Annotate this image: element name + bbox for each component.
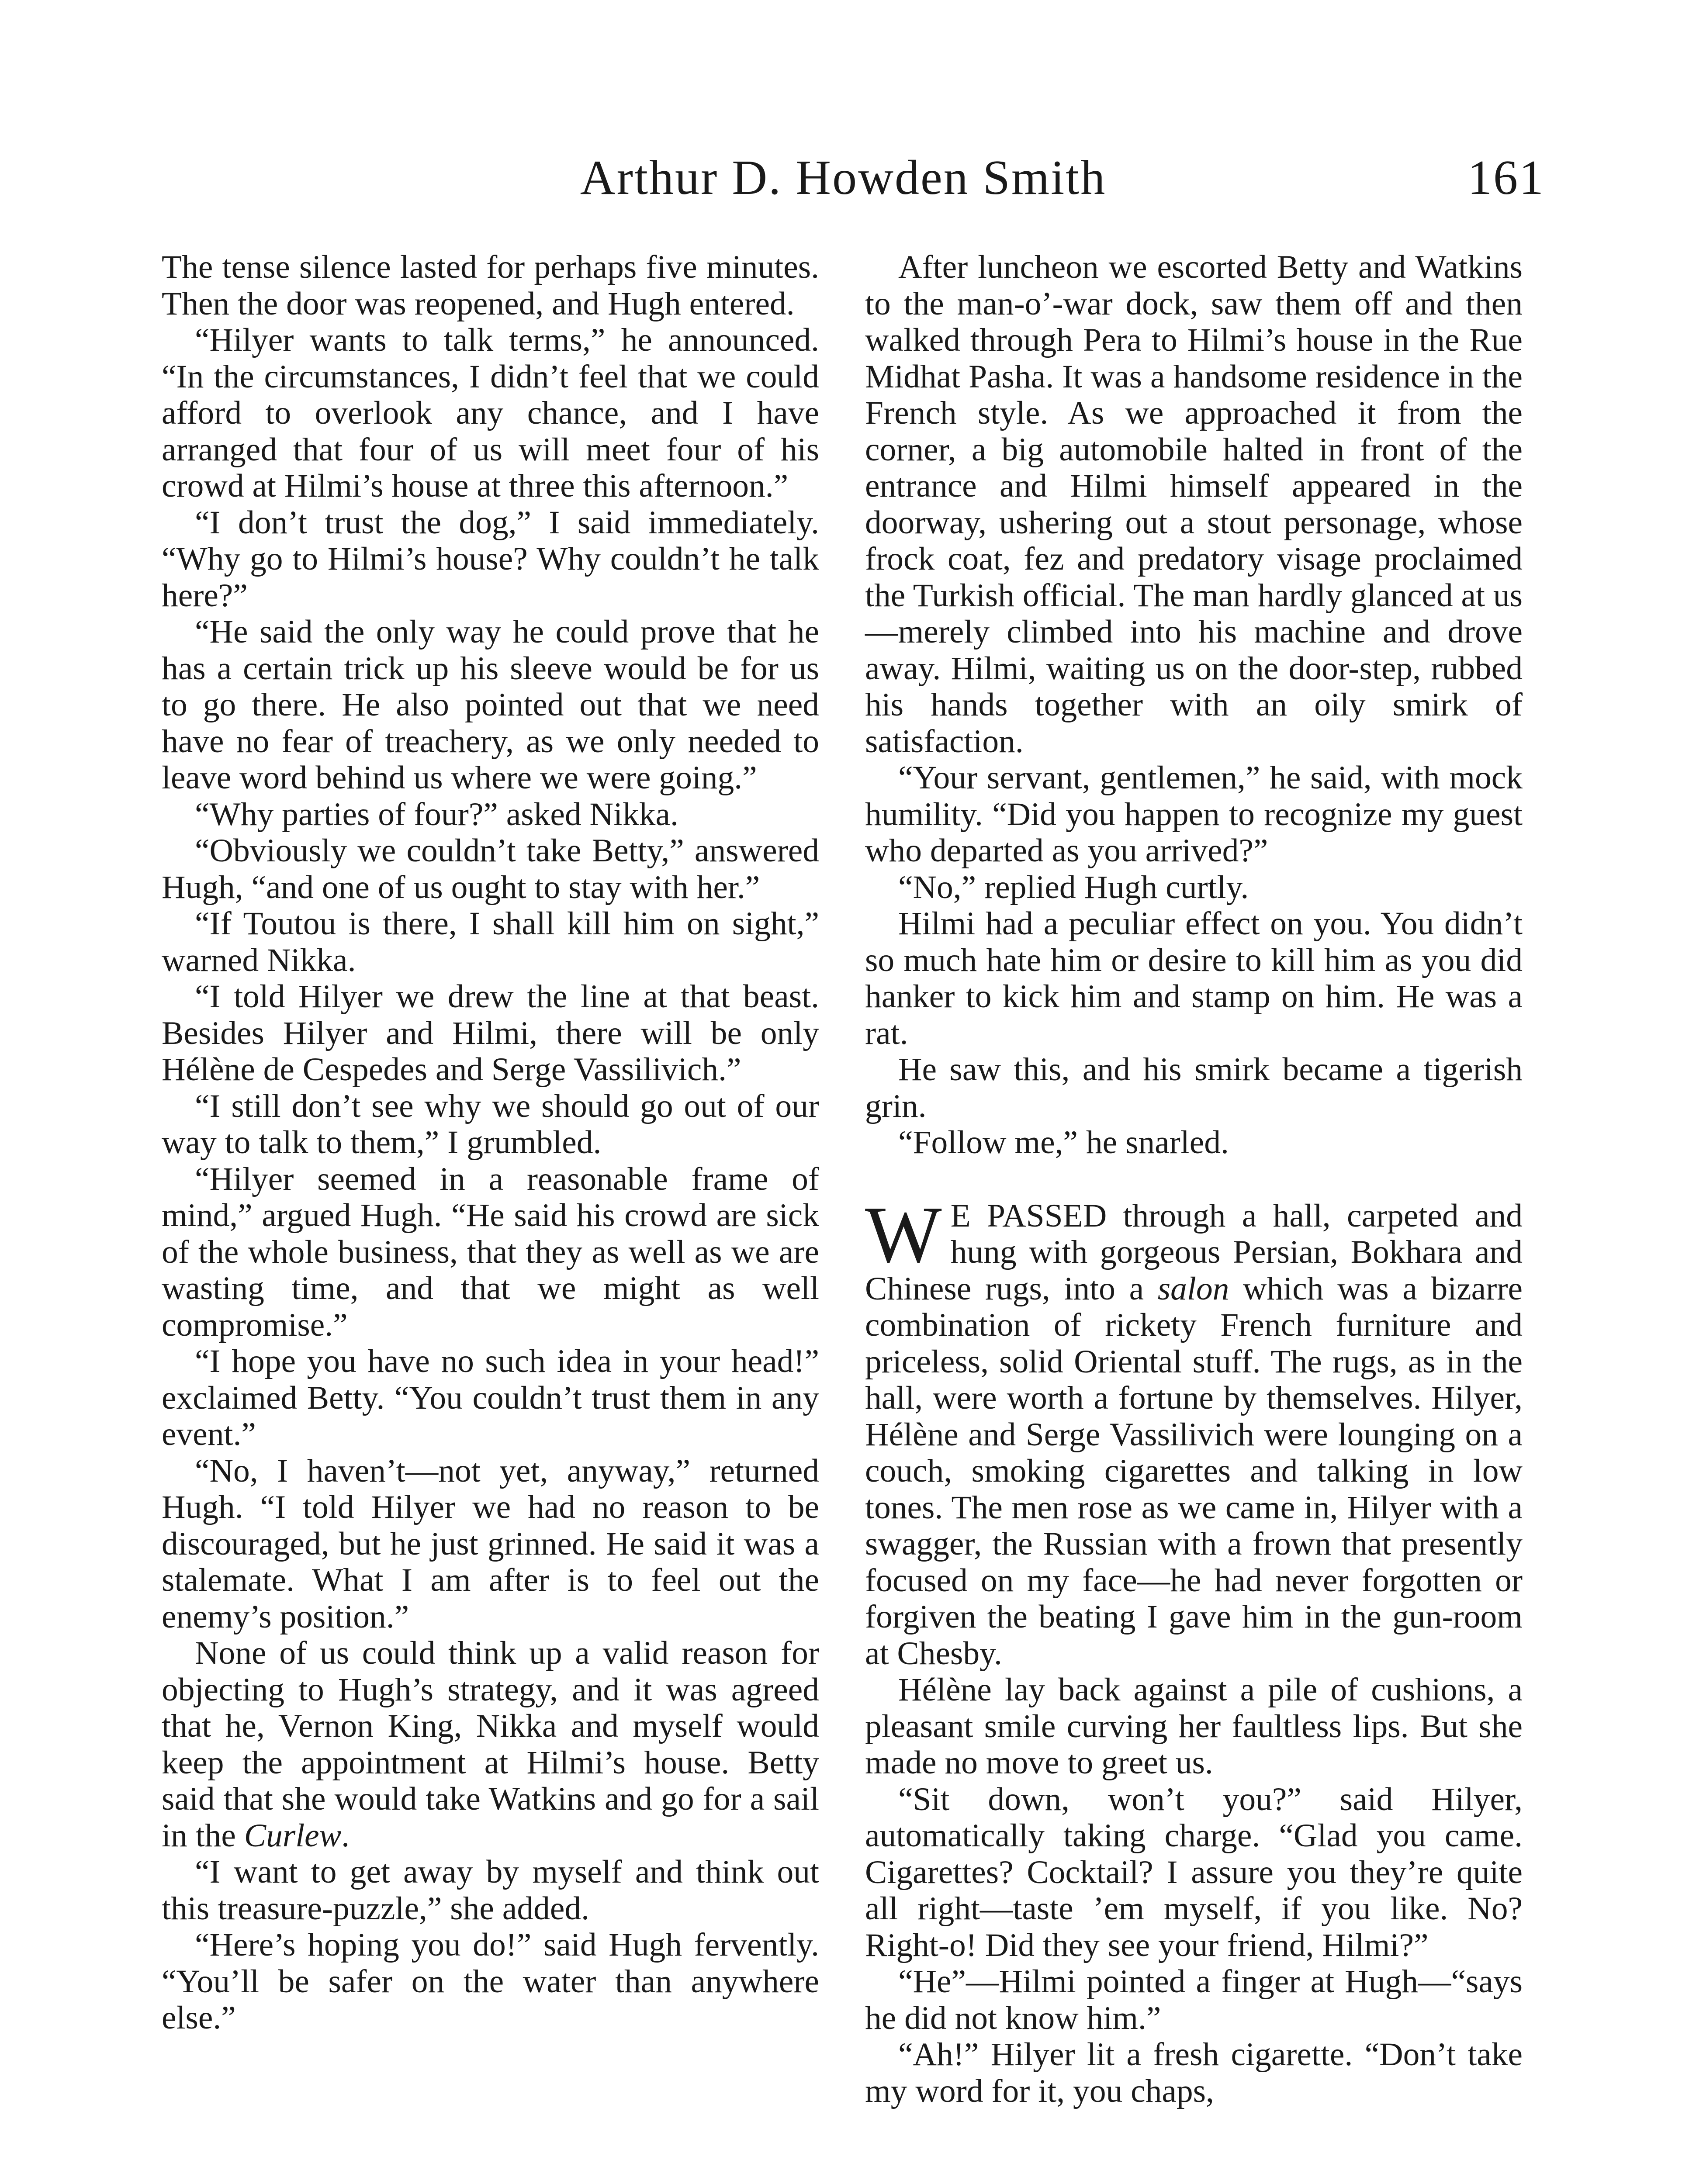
section-opening-paragraph (865, 1189, 1523, 1672)
page-number: 161 (1467, 151, 1545, 205)
paragraph: “Sit down, won’t you?” said Hilyer, automatically taking charge. “Glad you came. Cigarettes? Cocktail? I assure you they’re quite all right—taste ’em myself, if you like. No? Right-o! Did they see your friend, Hilmi?” (865, 1781, 1523, 1963)
paragraph: “Hilyer seemed in a reasonable frame of mind,” argued Hugh. “He said his crowd are sick of the whole business, that they as well as we are wasting time, and that we might as well compromise.” (162, 1161, 819, 1343)
paragraph: He saw this, and his smirk became a tigerish grin. (865, 1051, 1523, 1124)
paragraph: “Here’s hoping you do!” said Hugh fervently. “You’ll be safer on the water than anywhere else.” (162, 1927, 819, 2036)
running-head: Arthur D. Howden Smith (580, 151, 1107, 205)
boat-name-period: . (341, 1817, 350, 1854)
italic-word: salon (1157, 1270, 1229, 1307)
right-column (865, 249, 1523, 2109)
paragraph: After luncheon we escorted Betty and Watkins to the man-o’-war dock, saw them off and then walked through Pera to Hilmi’s house in the Rue Midhat Pasha. It was a handsome residence in the French style. As we approached it from the corner, a big automobile halted in front of the entrance and Hilmi himself appeared in the doorway, ushering out a stout personage, whose frock coat, fez and predatory visage proclaimed the Turkish official. The man hardly glanced at us—merely climbed into his machine and drove away. Hilmi, waiting us on the door-step, rubbed his hands together with an oily smirk of satisfaction. (865, 249, 1523, 760)
paragraph: “I still don’t see why we should go out of our way to talk to them,” I grumbled. (162, 1088, 819, 1161)
opening-caps: E PASSED (950, 1197, 1107, 1234)
paragraph: “Your servant, gentlemen,” he said, with mock humility. “Did you happen to recognize my guest who departed as you arrived?” (865, 760, 1523, 869)
paragraph: The tense silence lasted for perhaps five minutes. Then the door was reopened, and Hugh entered. (162, 249, 819, 322)
paragraph: “Ah!” Hilyer lit a fresh cigarette. “Don’t take my word for it, you chaps, (865, 2036, 1523, 2109)
paragraph: “If Toutou is there, I shall kill him on sight,” warned Nikka. (162, 905, 819, 978)
paragraph: “I want to get away by myself and think out this treasure-puzzle,” she added. (162, 1854, 819, 1927)
left-column (162, 249, 819, 2036)
paragraph: “No, I haven’t—not yet, anyway,” returned Hugh. “I told Hilyer we had no reason to be discouraged, but he just grinned. He said it was a stalemate. What I am after is to feel out the enemy’s position.” (162, 1452, 819, 1635)
paragraph-text: which was a bizarre combination of rickety French furniture and priceless, solid Oriental stuff. The rugs, as in the hall, were worth a fortune by themselves. Hilyer, Hélène and Serge Vassilivich were lounging on a couch, smoking cigarettes and talking in low tones. The men rose as we came in, Hilyer with a swagger, the Russian with a frown that presently focused on my face—he had never forgotten or forgiven the beating I gave him in the gun-room at Chesby. (865, 1270, 1523, 1672)
paragraph: “He”—Hilmi pointed a finger at Hugh—“says he did not know him.” (865, 1963, 1523, 2036)
paragraph: “He said the only way he could prove that he has a certain trick up his sleeve would be for us to go there. He also pointed out that we need have no fear of treachery, as we only needed to leave word behind us where we were going.” (162, 614, 819, 796)
paragraph-text: None of us could think up a valid reason for objecting to Hugh’s strategy, and it was agreed that he, Vernon King, Nikka and myself would keep the appointment at Hilmi’s house. Betty said that she would take Watkins and go for a sail in the (162, 1635, 819, 1854)
boat-name: Curlew (244, 1817, 342, 1854)
paragraph: “Why parties of four?” asked Nikka. (195, 796, 678, 833)
paragraph-text: through a hall, carpeted and hung with gorgeous Persian, Bokhara and Chinese rugs, into a (865, 1197, 1523, 1307)
drop-cap: W (865, 1189, 942, 1280)
paragraph: “I hope you have no such idea in your head!” exclaimed Betty. “You couldn’t trust them in any event.” (162, 1343, 819, 1452)
paragraph: “I told Hilyer we drew the line at that beast. Besides Hilyer and Hilmi, there will be only Hélène de Cespedes and Serge Vassilivich.” (162, 978, 819, 1088)
page-header (0, 149, 1689, 218)
paragraph: “No,” replied Hugh curtly. (898, 869, 1249, 905)
paragraph (162, 1635, 819, 1854)
paragraph: “Follow me,” he snarled. (898, 1124, 1229, 1161)
paragraph: “Obviously we couldn’t take Betty,” answered Hugh, “and one of us ought to stay with her.” (162, 833, 819, 905)
paragraph: “Hilyer wants to talk terms,” he announced. “In the circumstances, I didn’t feel that we could afford to overlook any chance, and I have arranged that four of us will meet four of his crowd at Hilmi’s house at three this afternoon.” (162, 322, 819, 504)
paragraph: Hilmi had a peculiar effect on you. You didn’t so much hate him or desire to kill him as you did hanker to kick him and stamp on him. He was a rat. (865, 905, 1523, 1051)
paragraph: Hélène lay back against a pile of cushions, a pleasant smile curving her faultless lips. But she made no move to greet us. (865, 1672, 1523, 1781)
paragraph: “I don’t trust the dog,” I said immediately. “Why go to Hilmi’s house? Why couldn’t he talk here?” (162, 504, 819, 614)
